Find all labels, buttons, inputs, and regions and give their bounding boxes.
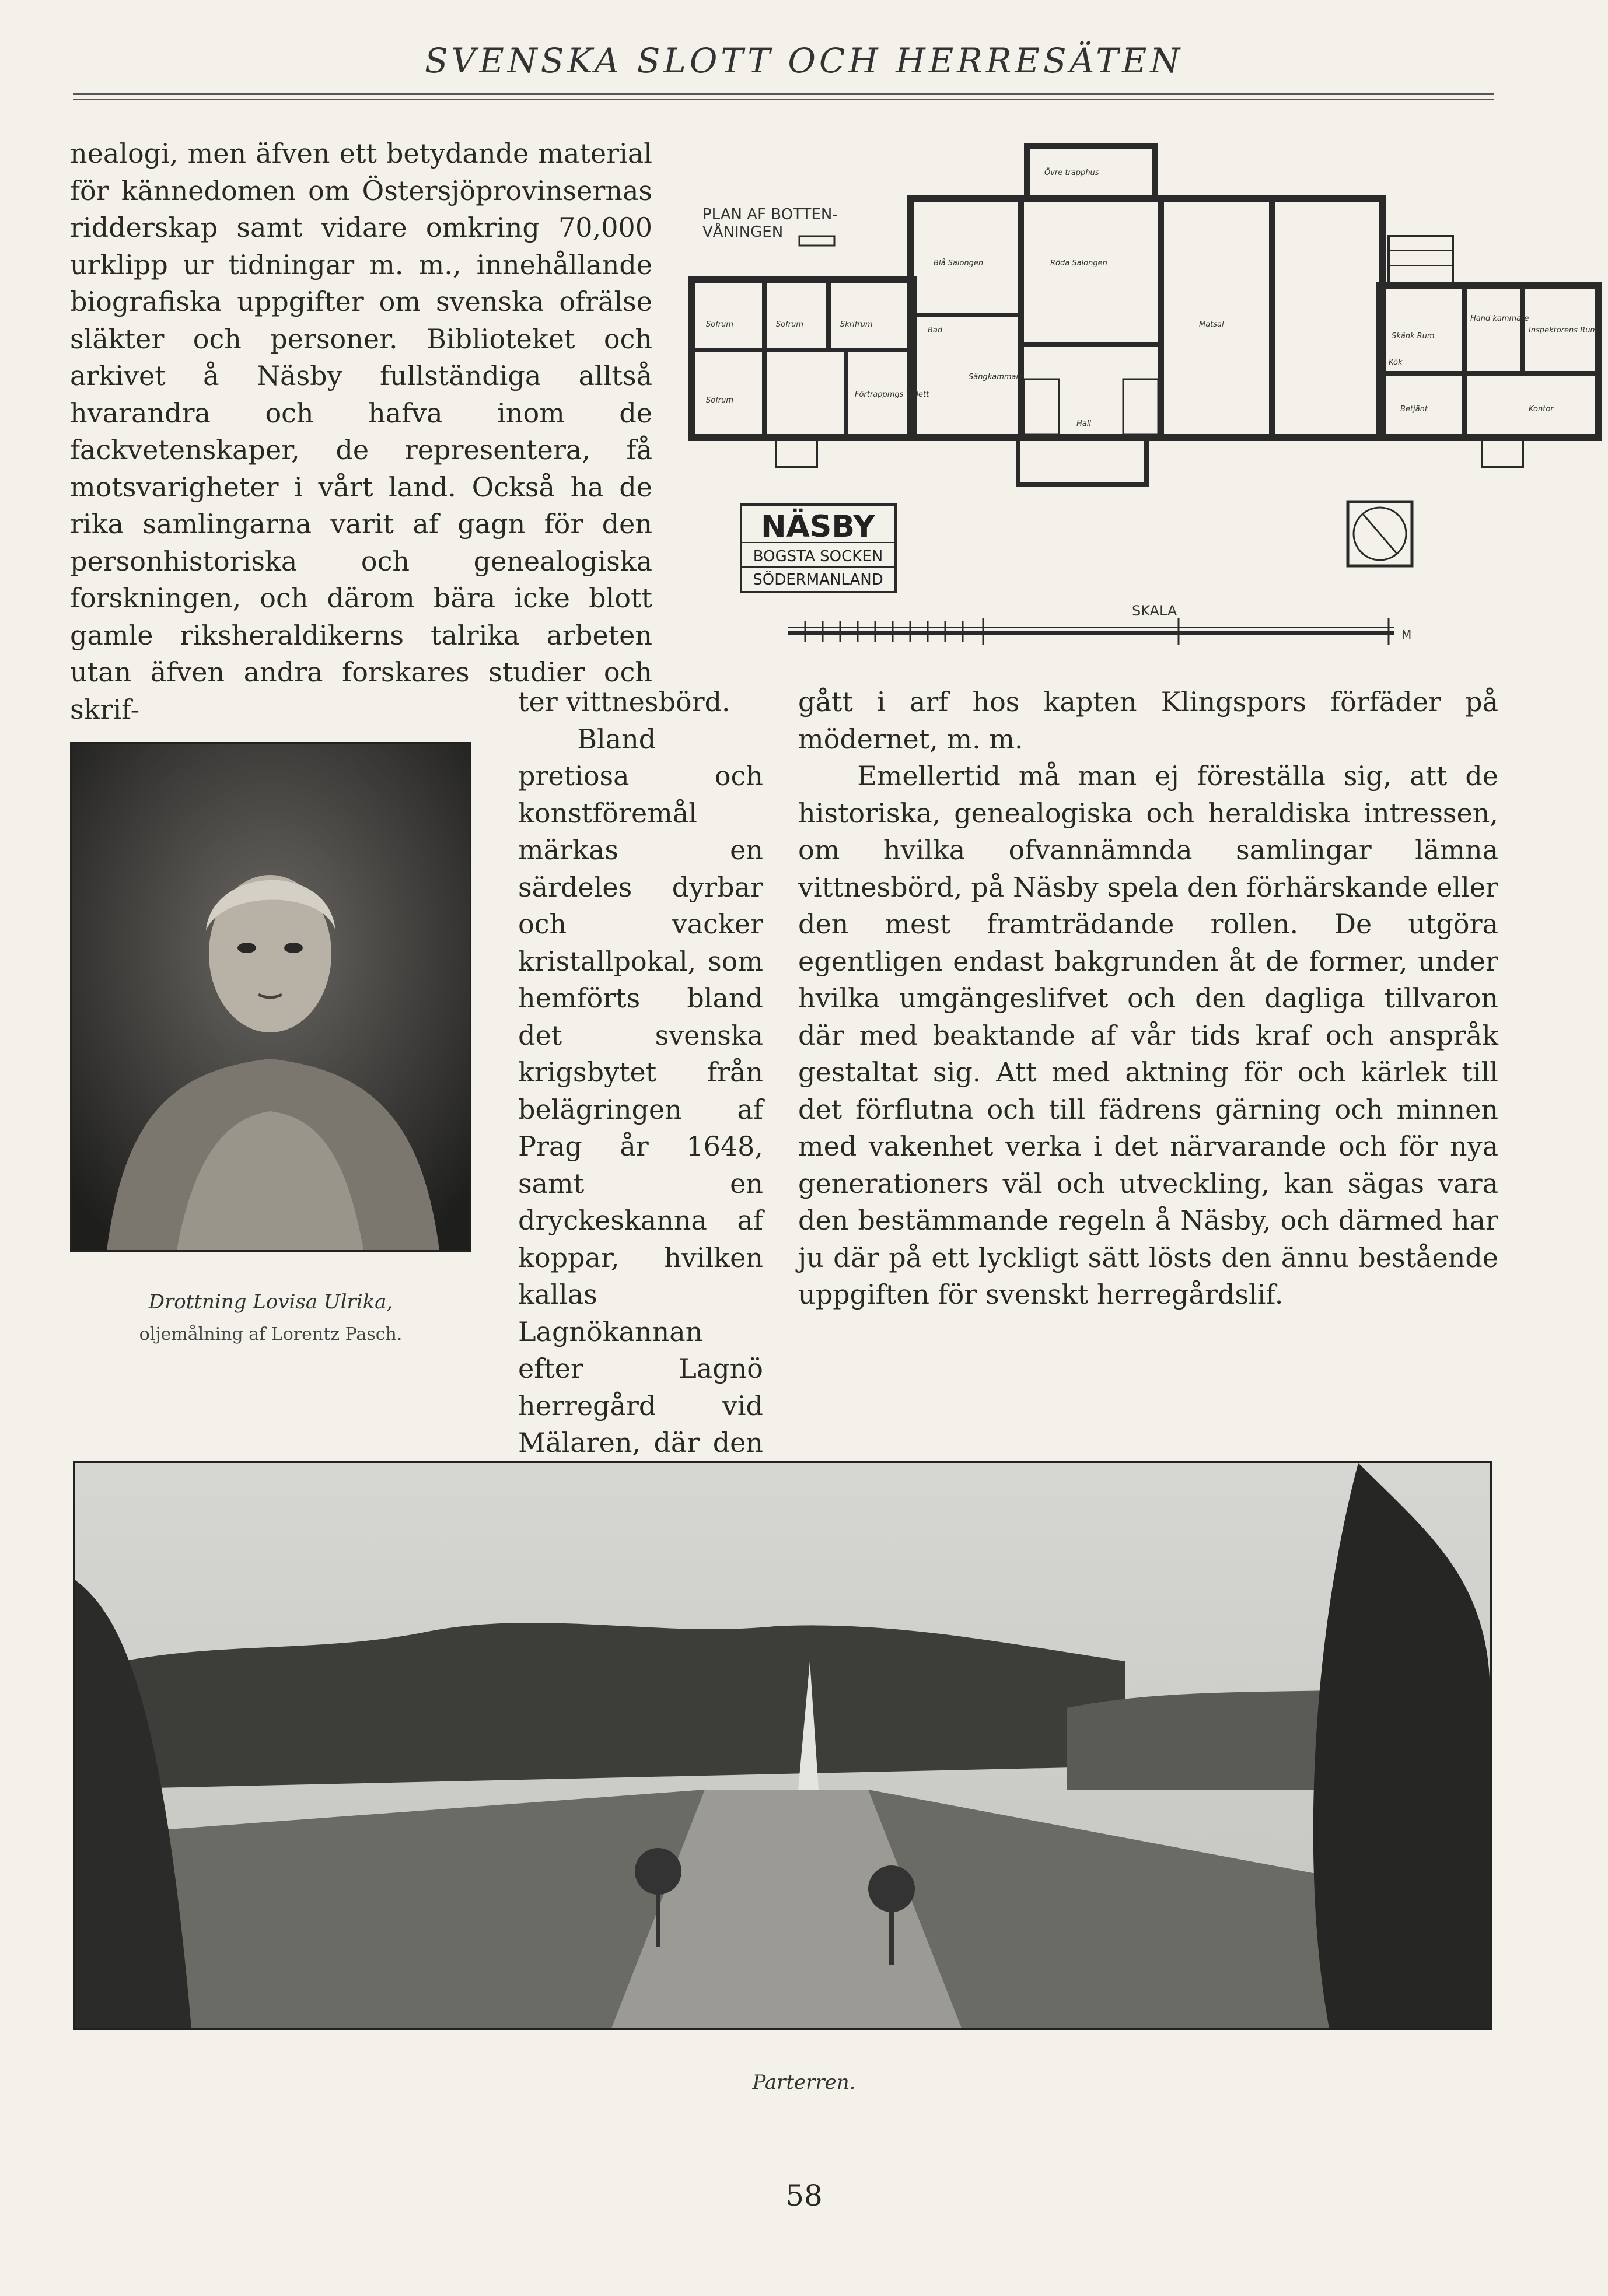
garden-image xyxy=(75,1463,1490,2028)
garden-photo xyxy=(73,1461,1492,2030)
plan-scale-unit: M xyxy=(1401,628,1412,642)
right-column-paragraph-2: Emellertid må man ej föreställa sig, att de historiska, genealogiska och heraldiska intressen, om hvilka ofvannämnda samlingar lämna vittnesbörd, på Näsby spela den förhärskande eller den mest framträdande rollen. De utgöra egentligen endast bakgrunden åt de former, under hvilka umgängeslifvet och den dagliga tillvaron där med beaktande af vår tids kraf och anspråk gestaltat sig. Att med aktning för och kärlek till det förflutna och till fädrens gärning och minnen med vakenhet verka i det närvarande och för nya generationers väl och utveckling, kan sägas vara den bestämmande regeln å Näsby, och därmed har ju där på ett lyckligt sätt lösts den ännu bestående uppgiften för svenskt herregårdslif. xyxy=(798,760,1498,1310)
room-label-dining: Matsal xyxy=(1199,320,1224,329)
room-label-maid: Hand kammare xyxy=(1470,314,1529,323)
page-number: 58 xyxy=(785,2179,823,2213)
plan-scale-label: SKALA xyxy=(1132,603,1177,619)
left-column-text: nealogi, men äfven ett betydande material för kännedomen om Östersjöprovinsernas ridderskap samt vidare omkring 70,000 urklipp ur tidningar m. m., innehållande biografiska uppgifter om svenska ofrälse släkter och personer. Biblioteket och arkivet å Näsby fullständiga alltså hvarandra och hafva inom de fackvetenskaper, de representera, få motsvarigheter i vårt land. Också ha de rika samlingarna varit af gagn för den personhistoriska och genealogiska forskningen, och därom bära icke blott gamle riksheraldikerns talrika arbeten utan äfven andra forskares studier och skrif- xyxy=(70,138,652,725)
plan-parish: BOGSTA SOCKEN xyxy=(753,548,883,565)
room-label-bath: Bad xyxy=(928,326,943,335)
right-column xyxy=(798,684,1498,1314)
room-label-linen: Sängkammare xyxy=(969,373,1024,382)
portrait-image xyxy=(72,744,470,1250)
middle-column-paragraph-2: Bland pretiosa och konstföremål märkas en särdeles dyrbar och vacker kristallpokal, som hemförts bland det svenska krigsbytet från belägringen af Prag år 1648, samt en dryckeskanna af koppar, hvilken kallas Lagnökannan efter Lagnö herregård vid Mälaren, där den xyxy=(518,723,763,1458)
room-label-hall: Hall xyxy=(1076,419,1091,428)
room-label-inspector: Inspektorens Rum xyxy=(1529,326,1598,335)
middle-column xyxy=(518,684,763,1536)
room-label-dressing: Förtrappmgs Toilett xyxy=(855,390,929,399)
plan-name: NÄSBY xyxy=(761,509,875,544)
header-rule-bottom xyxy=(73,99,1494,100)
portrait-caption-title: Drottning Lovisa Ulrika, xyxy=(148,1290,393,1314)
room-label-servant: Betjänt xyxy=(1400,405,1428,414)
room-label-writing-room: Skrifrum xyxy=(840,320,873,329)
room-label-blue-salon: Blå Salongen xyxy=(934,259,984,268)
room-label-kitchen: Kök xyxy=(1389,358,1403,367)
running-head: SVENSKA SLOTT OCH HERRESÄTEN xyxy=(424,41,1184,80)
portrait-caption-sub: oljemålning af Lorentz Pasch. xyxy=(139,1324,403,1345)
plan-province: SÖDERMANLAND xyxy=(753,571,883,589)
right-column-paragraph-1: gått i arf hos kapten Klingspors förfäder på mödernet, m. m. xyxy=(798,686,1498,755)
portrait-photo xyxy=(70,742,471,1252)
room-label-red-salon: Röda Salongen xyxy=(1050,259,1107,268)
room-label-bedroom-2: Sofrum xyxy=(776,320,804,329)
plan-title-line1: PLAN AF BOTTEN- xyxy=(702,206,838,223)
header-rule-top xyxy=(73,93,1494,95)
garden-caption: Parterren. xyxy=(752,2071,856,2094)
room-label-pantry: Skänk Rum xyxy=(1392,332,1435,341)
room-label-bedroom-1: Sofrum xyxy=(706,320,734,329)
floor-plan xyxy=(688,140,1598,653)
middle-column-paragraph-end: ter vittnesbörd. xyxy=(518,686,730,718)
room-label-bedroom-3: Sofrum xyxy=(706,396,734,405)
room-label-office: Kontor xyxy=(1529,405,1554,414)
plan-title-line2: VÅNINGEN xyxy=(702,223,784,241)
room-label-upper-hall: Övre trapphus xyxy=(1044,169,1099,177)
